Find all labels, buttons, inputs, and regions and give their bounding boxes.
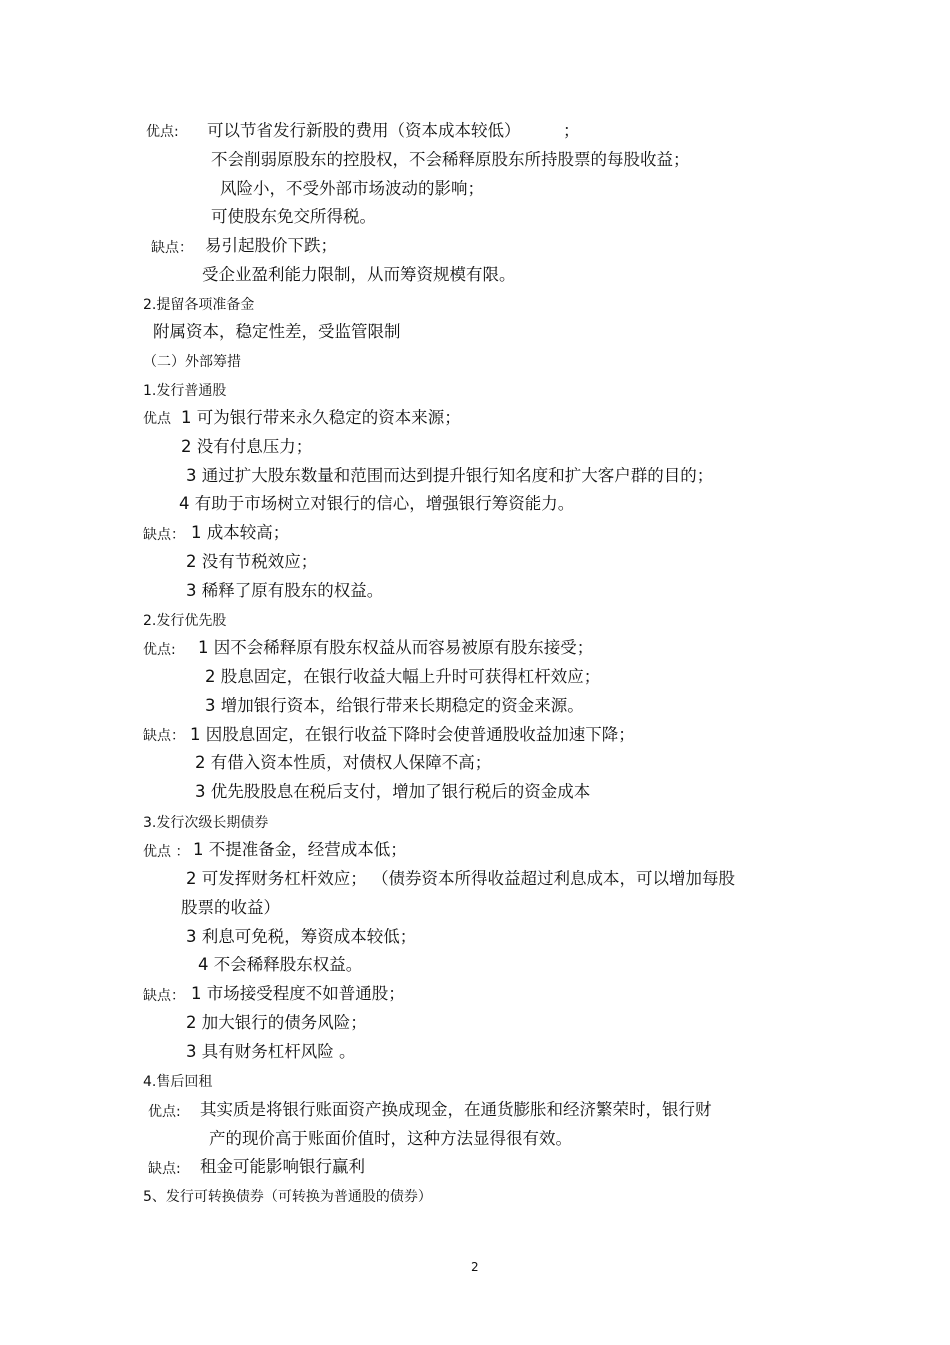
text-line: 2 没有付息压力；: [181, 437, 313, 456]
text-line: 缺点：: [143, 527, 185, 543]
text-line: 产的现价高于账面价值时，这种方法显得很有效。: [209, 1129, 572, 1148]
text-line: 3 通过扩大股东数量和范围而达到提升银行知名度和扩大客户群的目的；: [186, 466, 714, 485]
text-line: 2 加大银行的债务风险；: [186, 1013, 367, 1032]
text-line: 受企业盈利能力限制，从而筹资规模有限。: [202, 265, 516, 284]
text-line: 附属资本，稳定性差，受监管限制: [153, 322, 401, 341]
page-number: 2: [471, 1260, 479, 1274]
text-line: 2.提留各项准备金: [143, 297, 255, 313]
text-line: 1 因股息固定，在银行收益下降时会使普通股收益加速下降；: [190, 725, 635, 744]
text-line: 不会削弱原股东的控股权，不会稀释原股东所持股票的每股收益；: [211, 150, 690, 169]
text-line: 易引起股价下跌；: [205, 236, 337, 255]
text-line: 优点:: [148, 1104, 181, 1120]
text-line: 优点: [143, 411, 171, 427]
text-line: 2 没有节税效应；: [186, 552, 318, 571]
text-line: 1.发行普通股: [143, 383, 227, 399]
text-line: 可使股东免交所得税。: [211, 207, 376, 226]
text-line: 4 不会稀释股东权益。: [198, 955, 363, 974]
text-line: 其实质是将银行账面资产换成现金，在通货膨胀和经济繁荣时，银行财: [200, 1100, 712, 1119]
text-line: 租金可能影响银行赢利: [200, 1157, 365, 1176]
text-line: 缺点：: [151, 240, 193, 256]
text-line: 缺点：: [143, 988, 185, 1004]
text-line: 1 市场接受程度不如普通股；: [191, 984, 405, 1003]
text-line: 1 成本较高；: [191, 523, 290, 542]
text-line: 4.售后回租: [143, 1074, 213, 1090]
text-line: 缺点：: [143, 728, 185, 744]
text-line: 1 可为银行带来永久稳定的资本来源；: [181, 408, 461, 427]
text-line: 可以节省发行新股的费用（资本成本较低）: [207, 121, 521, 140]
text-line: 2 股息固定，在银行收益大幅上升时可获得杠杆效应；: [205, 667, 601, 686]
text-line: 2.发行优先股: [143, 613, 227, 629]
text-line: 优点 ：: [143, 844, 190, 860]
text-line: 4 有助于市场树立对银行的信心，增强银行筹资能力。: [179, 494, 575, 513]
text-line: 3.发行次级长期债券: [143, 815, 269, 831]
text-line: 风险小，不受外部市场波动的影响；: [220, 179, 484, 198]
text-line: ；: [563, 121, 580, 140]
text-line: 5、发行可转换债券（可转换为普通股的债券）: [143, 1189, 432, 1205]
text-line: 股票的收益）: [181, 898, 280, 917]
text-line: 3 稀释了原有股东的权益。: [186, 581, 384, 600]
text-line: 1 因不会稀释原有股东权益从而容易被原有股东接受；: [198, 638, 594, 657]
text-line: 2 有借入资本性质，对债权人保障不高；: [195, 753, 492, 772]
text-line: 优点:: [143, 642, 176, 658]
text-line: 3 利息可免税，筹资成本较低；: [186, 927, 417, 946]
text-line: 3 增加银行资本，给银行带来长期稳定的资金来源。: [205, 696, 584, 715]
text-line: 优点:: [146, 124, 179, 140]
text-line: 2 可发挥财务杠杆效应； （债券资本所得收益超过利息成本，可以增加每股: [186, 869, 735, 888]
text-line: 缺点:: [148, 1161, 181, 1177]
text-line: （二）外部筹措: [143, 354, 241, 370]
text-line: 3 具有财务杠杆风险 。: [186, 1042, 356, 1061]
text-line: 1 不提准备金，经营成本低；: [193, 840, 407, 859]
text-line: 3 优先股股息在税后支付，增加了银行税后的资金成本: [195, 782, 591, 801]
